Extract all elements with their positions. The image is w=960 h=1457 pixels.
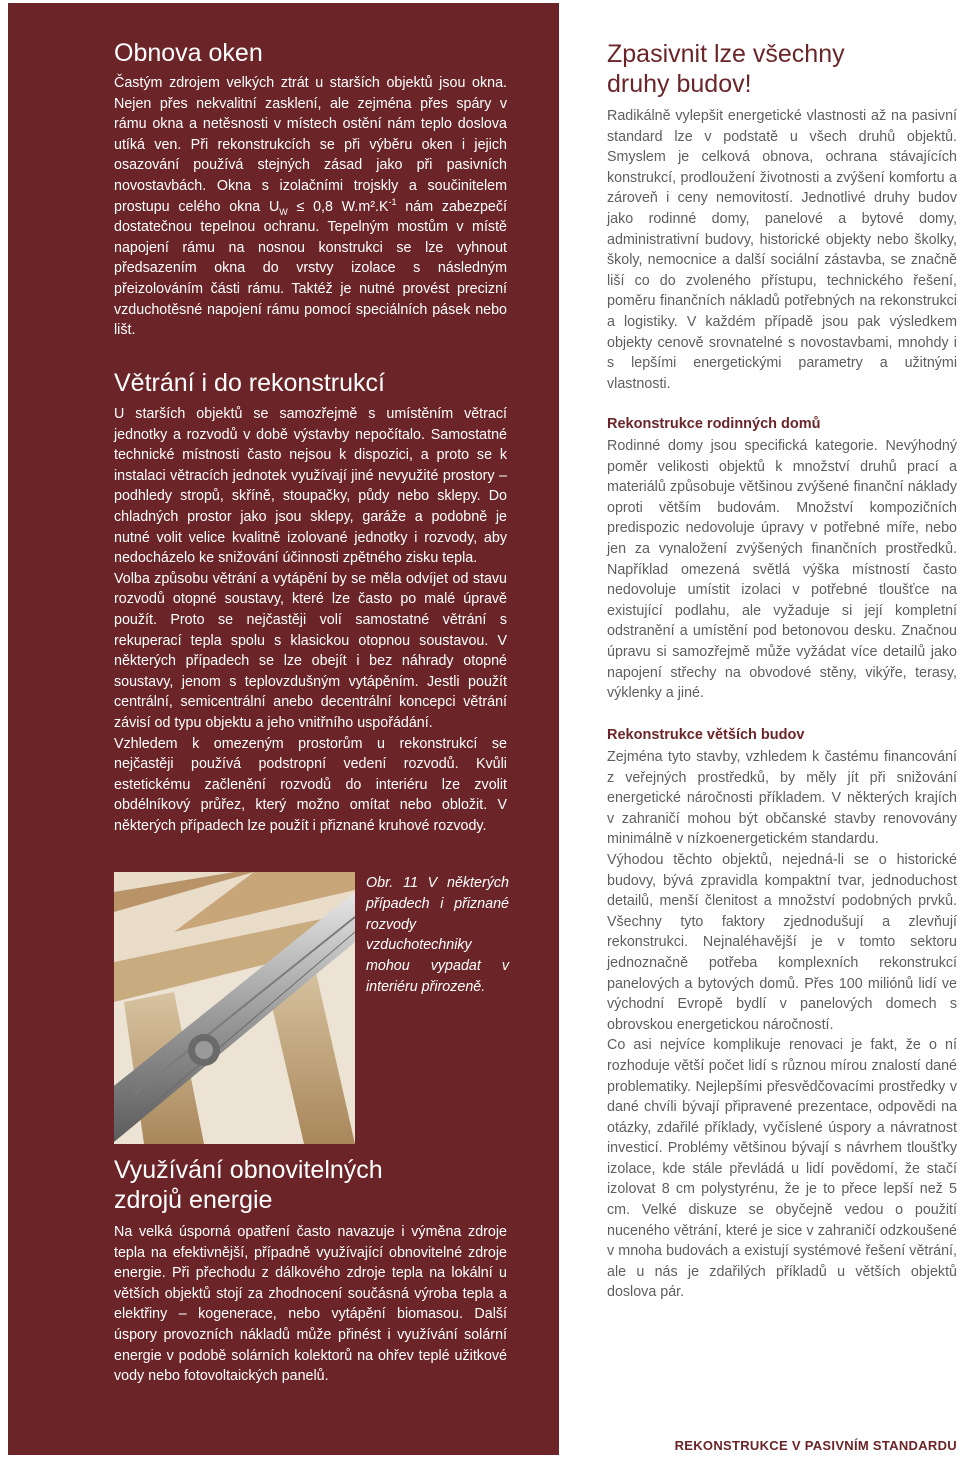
subsection-paragraph: Výhodou těchto objektů, nejedná-li se o historické budovy, bývá zpravidla kompaktní tvar, jednoduchost detailů, menší členitost a množství podobných prvků. Všechny tyto faktory zjednodušují a zlevňují rekonstrukci. Nejnaléhavější je v tomto sektoru jednoznačně potřeba komplexních rekonstrukcí panelových a bytových domů. Přes 100 miliónů lidí ve východní Evropě bydlí v panelových domech s obrovskou energetickou náročností. <box>607 851 957 1033</box>
section-all-buildings <box>607 39 957 394</box>
section-body: Na velká úsporná opatření často navazuje i výměna zdroje tepla na efektivnější, případně využívající obnovitelné zdroje energie. Při přechodu z dálkového zdroje tepla na lokální u větších objektů stojí za zhodnocení součásná výroba tepla a elektřiny – kogenerace, nebo vytápění biomasou. Další úspory provozních nákladů může přinést i využívání solární energie v podobě solárních kolektorů na ohřev teplé užitkové vody nebo fotovoltaických panelů. <box>114 1224 507 1385</box>
subsection-paragraph: Zejména tyto stavby, vzhledem k častému financování z veřejných prostředků, by měly jít při snižování energetické náročnosti příkladem. V některých krajích v zahraničí mohou být občanské stavby renovovány minimálně v nízkoenergetickém standardu. <box>607 749 957 848</box>
section-ventilation <box>114 368 507 836</box>
section-title-line1: Zpasivnit lze všechny <box>607 40 845 68</box>
subsection-heading: Rekonstrukce větších budov <box>607 727 805 743</box>
section-title-line1: Využívání obnovitelných <box>114 1156 383 1184</box>
subsection-family-houses <box>607 414 957 704</box>
section-paragraph: Volba způsobu větrání a vytápění by se měla odvíjet od stavu rozvodů otopné soustavy, které lze často po malé úpravě použít. Proto se nejčastěji volí samostatné větrání s rekuperací tepla spolu s klasickou otopnou soustavou. V některých případech se lze obejít i bez náhrady otopné soustavy, jenom s teplovzdušným vytápěním. Jestli použít centrální, semicentrální anebo decentrální koncepci větrání závisí od typu objektu a jeho vnitřního uspořádání. <box>114 570 507 731</box>
section-title-line2: zdrojů energie <box>114 1186 273 1214</box>
figure-caption: Obr. 11 V některých případech i přiznané rozvody vzduchotechniky mohou vypadat v interiéru přirozeně. <box>366 875 509 995</box>
section-window-renovation <box>114 38 507 341</box>
section-body: Častým zdrojem velkých ztrát u starších objektů jsou okna. Nejen přes nekvalitní zasklení, ale zejména přes spáry v rámu okna a netěsnosti v místech ostění nám teplo doslova utíká ven. Při rekonstrukcích se při výběru oken i jejich osazování používá stejných zásad jako při pasivních novostavbách. Okna s izolačními trojskly a součinitelem prostupu celého okna $U_W \le 0,8$ $W.m^2.K^{-1}$ nám zabezpečí dostatečnou tepelnou ochranu. Tepelným mostům v místě napojení rámu na nosnou konstrukci se lze vyhnout předsazením okna do vrstvy izolace s následným přeizolováním části rámu. Taktéž je nutné provést precizní vzduchotěsné napojení rámu pomocí speciálních pásek nebo lišt. <box>114 75 508 339</box>
section-paragraph: Vzhledem k omezeným prostorům u rekonstrukcí se nejčastěji používá podstropní vedení rozvodů. Kvůli estetickému začlenění rozvodů do interiéru lze zvolit obdélníkový průřez, který možno omítat nebo obložit. V některých případech lze použít i přiznané kruhové rozvody. <box>114 735 507 834</box>
subsection-body: Rodinné domy jsou specifická kategorie. Nevýhodný poměr velikosti objektů k množství druhů prací a materiálů způsobuje většinou zvýšené finanční náklady oproti větším budovám. Množství kompozičních predispozic nedovoluje úpravy v potřebné míře, nebo jen za vynaložení zvýšených finančních prostředků. Například omezená světlá výška místností často nedovoluje umístit izolaci v potřebné tloušťce na existující podlahu, ale vyžaduje si její kompletní odstranění a umístění pod betonovou desku. Značnou úpravu si samozřejmě může vyžádat více detailů jako napojení střechy na obvodové stěny, vikýře, terasy, výklenky a jiné. <box>607 438 957 702</box>
section-title: Větrání i do rekonstrukcí <box>114 369 385 397</box>
section-title: Obnova oken <box>114 39 263 67</box>
ventilation-duct-photo <box>114 872 355 1144</box>
duct-illustration <box>114 872 355 1144</box>
page-footer: REKONSTRUKCE V PASIVNÍM STANDARDU <box>674 1438 957 1453</box>
section-intro: Radikálně vylepšit energetické vlastnosti až na pasivní standard lze v podstatě u všech druhů objektů. Smyslem je celková obnova, ochrana stávajících konstrukcí, prodloužení životnosti a zvýšení komfortu a zároveň i ceny nemovitostí. Jednotlivé druhy budov jako rodinné domy, panelové a bytové domy, administrativní budovy, historické objekty nebo školky, školy, nemocnice a další sociální zástavba, se značně liší co do zvoleného přístupu, technického řešení, poměru finančních nákladů potřebných na rekonstrukci a logistiky. V každém případě jsou pak výsledkem objekty cenově srovnatelné s novostavbami, mnohdy i s lepšími energetickými parametry a užitnými vlastnosti. <box>607 108 957 392</box>
subsection-heading: Rekonstrukce rodinných domů <box>607 416 821 432</box>
section-title-line2: druhy budov! <box>607 70 752 98</box>
subsection-larger-buildings <box>607 725 957 1303</box>
section-renewable-energy <box>114 1155 507 1387</box>
section-paragraph: U starších objektů se samozřejmě s umístěním větrací jednotky a rozvodů v době výstavby nepočítalo. Samostatné technické místnosti často nejsou k dispozici, a proto se k instalaci větracích jednotek využívají jiné nevyužité prostory – podhledy stropů, skříně, stoupačky, půdy nebo sklepy. Do chladných prostor jako jsou sklepy, garáže a podobně je nutné volit velice kvalitně izolované jednotky i rozvody, aby nedocházelo ke snižování účinnosti zpětného zisku tepla. <box>114 406 507 567</box>
subsection-paragraph: Co asi nejvíce komplikuje renovaci je fakt, že o ní rozhoduje větší počet lidí s různou mírou znalostí dané problematiky. Nejlepšími přesvědčovacími prostředky v dané chvíli bývají připravené prezentace, odpovědi na otázky, zdařilé příklady, vyčíslené úspory a návratnost investicí. Problémy většinou bývají s návrhem tloušťky izolace, kde stále převládá u lidí povědomí, že stačí izolovat 8 cm polystyrénu, že je to přece lepší než 5 cm. Velké diskuze se obyčejně vedou o použití nuceného větrání, které je sice v zahraničí odzkoušené v mnoha budovách a existují systémové řešení větrání, ale u nás je zdařilých příkladů u větších objektů doslova pár. <box>607 1037 957 1301</box>
